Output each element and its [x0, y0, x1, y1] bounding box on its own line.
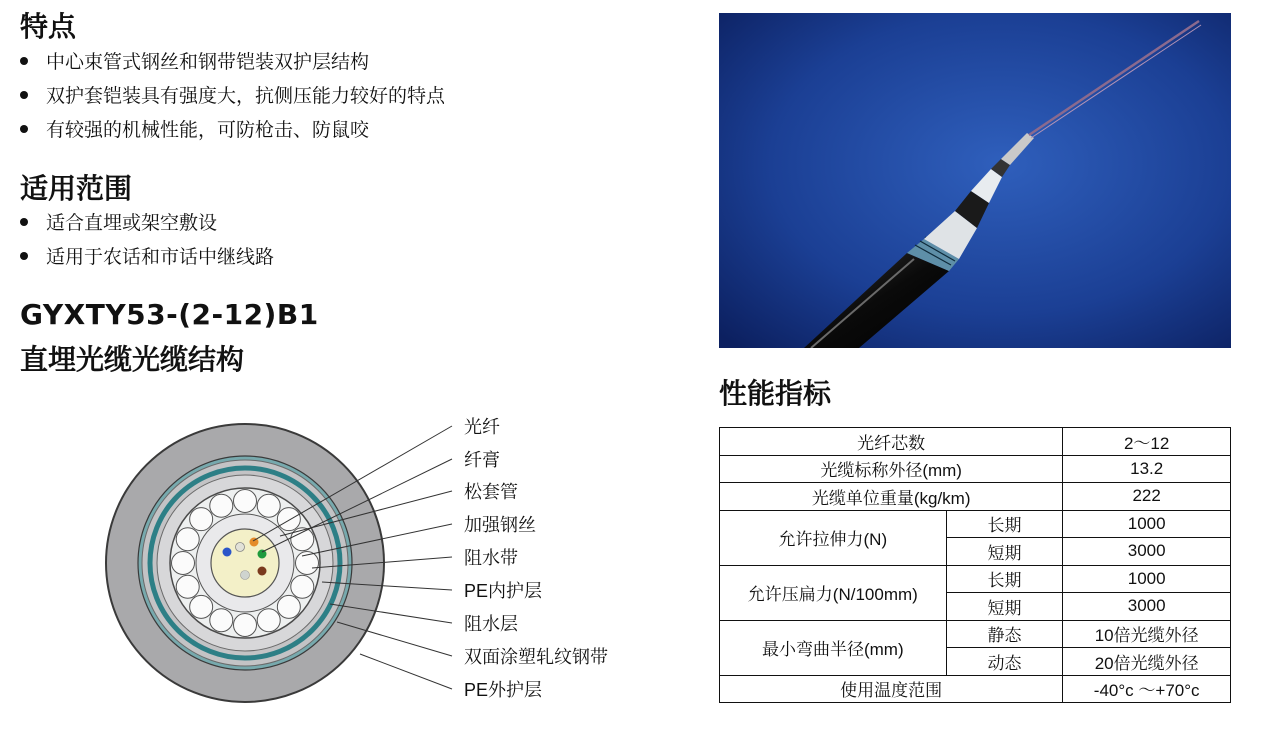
label-water-blocking-tape: 阻水带: [464, 548, 518, 568]
table-cell-value: 13.2: [1063, 455, 1231, 483]
feature-item: 有较强的机械性能，可防枪击、防鼠咬: [20, 118, 369, 142]
table-cell-label: 光纤芯数: [720, 428, 1063, 456]
label-fiber-gel: 纤膏: [464, 450, 500, 470]
table-cell-sublabel: 静态: [946, 620, 1063, 648]
steel-wire: [291, 575, 314, 598]
performance-table: [719, 427, 1231, 703]
performance-heading: 性能指标: [719, 377, 832, 410]
scope-heading: 适用范围: [20, 172, 133, 205]
leader-line: [360, 654, 452, 689]
steel-wire: [176, 575, 199, 598]
label-pe-inner-sheath: PE内护层: [464, 581, 543, 601]
bullet-icon: [20, 252, 28, 260]
bullet-icon: [20, 91, 28, 99]
table-cell-label: 使用温度范围: [720, 675, 1063, 703]
structure-title: 直埋光缆光缆结构: [20, 343, 245, 376]
label-steel-tape: 双面涂塑轧纹钢带: [464, 647, 608, 667]
table-cell-value: 2～12: [1063, 428, 1231, 456]
table-cell-value: 1000: [1063, 565, 1231, 593]
table-cell-sublabel: 动态: [946, 648, 1063, 676]
steel-wire: [190, 595, 213, 618]
table-cell-sublabel: 长期: [946, 565, 1063, 593]
scope-item: 适合直埋或架空敷设: [20, 211, 217, 235]
table-cell-label: 光缆单位重量(kg/km): [720, 483, 1063, 511]
table-row: [720, 675, 1231, 703]
table-cell-value: 10倍光缆外径: [1063, 620, 1231, 648]
label-fiber: 光纤: [464, 417, 500, 437]
steel-wire: [277, 508, 300, 531]
fiber: [236, 543, 245, 552]
table-row: [720, 620, 1231, 648]
steel-wire: [277, 595, 300, 618]
fiber: [223, 548, 232, 557]
table-cell-label: 光缆标称外径(mm): [720, 455, 1063, 483]
bullet-icon: [20, 57, 28, 65]
table-cell-label: 允许压扁力(N/100mm): [720, 565, 947, 620]
fiber: [241, 571, 250, 580]
label-water-blocking-layer: 阻水层: [464, 614, 518, 634]
table-cell-value: 3000: [1063, 593, 1231, 621]
steel-wire: [257, 494, 280, 517]
table-cell-label: 允许拉伸力(N): [720, 510, 947, 565]
table-row: [720, 428, 1231, 456]
model-number: GYXTY53-(2-12)B1: [20, 298, 319, 331]
table-cell-value: 20倍光缆外径: [1063, 648, 1231, 676]
loose-tube: [211, 529, 279, 597]
table-cell-label: 最小弯曲半径(mm): [720, 620, 947, 675]
bullet-icon: [20, 218, 28, 226]
table-cell-value: 1000: [1063, 510, 1231, 538]
features-heading: 特点: [20, 10, 77, 43]
table-row: [720, 510, 1231, 538]
steel-wire: [190, 508, 213, 531]
feature-item: 中心束管式钢丝和钢带铠装双护层结构: [20, 50, 369, 74]
cable-product-photo: [719, 13, 1231, 348]
scope-item: 适用于农话和市话中继线路: [20, 245, 274, 269]
steel-wire: [291, 528, 314, 551]
label-steel-wire: 加强钢丝: [464, 515, 536, 535]
table-cell-value: 222: [1063, 483, 1231, 511]
steel-wire: [234, 614, 257, 637]
fiber: [258, 567, 267, 576]
table-cell-value: 3000: [1063, 538, 1231, 566]
steel-wire: [172, 552, 195, 575]
table-cell-sublabel: 短期: [946, 538, 1063, 566]
cable-section: [106, 424, 384, 702]
bullet-icon: [20, 125, 28, 133]
steel-wire: [210, 494, 233, 517]
steel-wire: [234, 490, 257, 513]
table-cell-value: -40°c ～+70°c: [1063, 675, 1231, 703]
table-row: [720, 565, 1231, 593]
table-cell-sublabel: 短期: [946, 593, 1063, 621]
steel-wire: [257, 609, 280, 632]
steel-wire: [176, 528, 199, 551]
table-cell-sublabel: 长期: [946, 510, 1063, 538]
label-loose-tube: 松套管: [464, 482, 518, 502]
cable-cross-section-diagram: [0, 395, 700, 715]
steel-wire: [210, 609, 233, 632]
feature-item: 双护套铠装具有强度大，抗侧压能力较好的特点: [20, 84, 445, 108]
table-row: [720, 455, 1231, 483]
table-row: [720, 483, 1231, 511]
label-pe-outer-sheath: PE外护层: [464, 680, 543, 700]
